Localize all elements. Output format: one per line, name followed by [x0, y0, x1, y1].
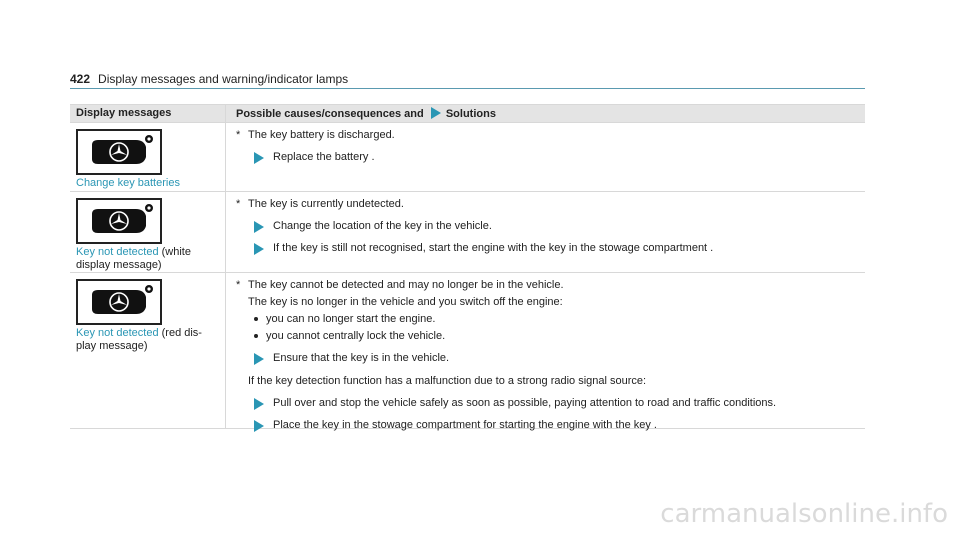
- paragraph: The key is no longer in the vehicle and you switch off the engine:: [248, 296, 563, 308]
- message-caption: [76, 177, 219, 190]
- table-header-row: [70, 105, 865, 123]
- message-name: Key not detected: [76, 327, 159, 339]
- causes-cell: [226, 273, 865, 431]
- list-item: [254, 312, 859, 326]
- solution-text: Pull over and stop the vehicle safely as soon as possible, paying attention to road and traffic conditions.: [273, 397, 777, 409]
- table-row: [70, 192, 865, 273]
- solution-text: Ensure that the key is in the vehicle.: [273, 352, 450, 364]
- list-item-text: you can no longer start the engine.: [266, 313, 436, 325]
- cause-text: * The key battery is discharged.: [236, 129, 395, 141]
- action-arrow-icon: [431, 107, 441, 119]
- messages-table: [70, 104, 865, 429]
- causes-cell: [226, 192, 865, 272]
- section-title: Display messages and warning/indicator lamps: [98, 72, 349, 86]
- cause-line: The key cannot be detected and may no longer be in the vehicle.: [248, 279, 564, 291]
- action-arrow-icon: [254, 221, 264, 233]
- message-caption: [76, 327, 219, 353]
- causes-cell: [226, 123, 865, 191]
- watermark: carmanualsonline.info: [660, 499, 948, 529]
- cause-text: * The key is currently undetected.: [236, 198, 404, 210]
- list-item: [254, 329, 859, 343]
- action-arrow-icon: [254, 243, 264, 255]
- list-item-text: you cannot centrally lock the vehicle.: [266, 330, 446, 342]
- solution-step: [254, 220, 859, 233]
- solution-step: [254, 352, 859, 365]
- action-arrow-icon: [254, 420, 264, 432]
- message-cell: [70, 192, 226, 272]
- page-number: 422: [70, 72, 91, 86]
- solution-step: [254, 151, 859, 164]
- action-arrow-icon: [254, 398, 264, 410]
- cause-line: The key is currently undetected.: [248, 198, 404, 210]
- bullet-icon: [254, 317, 258, 321]
- page-header: [70, 72, 348, 86]
- solution-step: [254, 242, 859, 255]
- cause-text: * The key cannot be detected and may no longer be in the vehicle.: [236, 279, 564, 291]
- solution-text: Replace the battery .: [273, 151, 375, 163]
- message-caption: [76, 246, 219, 272]
- message-name: Change key batteries: [76, 177, 180, 189]
- key-fob-icon: [76, 198, 162, 244]
- message-cell: [70, 123, 226, 191]
- message-note: (red dis- play message): [76, 327, 202, 352]
- key-fob-icon: [76, 279, 162, 325]
- paragraph: If the key detection function has a malfunction due to a strong radio signal source:: [248, 375, 647, 387]
- key-fob-icon: [76, 129, 162, 175]
- col-header-causes-label: Possible causes/consequences and: [236, 108, 424, 120]
- cause-line: The key battery is discharged.: [248, 129, 395, 141]
- message-cell: [70, 273, 226, 428]
- table-row: [70, 123, 865, 192]
- solution-text: If the key is still not recognised, start the engine with the key in the stowage compartment .: [273, 242, 714, 254]
- action-arrow-icon: [254, 152, 264, 164]
- message-note: (white display message): [76, 246, 191, 271]
- solution-step: [254, 397, 859, 410]
- message-name: Key not detected: [76, 246, 159, 258]
- solution-step: [254, 419, 859, 432]
- header-rule: [70, 88, 865, 89]
- col-header-solutions: Solutions: [445, 108, 496, 120]
- action-arrow-icon: [254, 353, 264, 365]
- solution-text: Change the location of the key in the vehicle.: [273, 220, 492, 232]
- col-header-causes: [226, 105, 865, 122]
- solution-text: Place the key in the stowage compartment for starting the engine with the key .: [273, 419, 657, 431]
- bullet-icon: [254, 334, 258, 338]
- table-row: [70, 273, 865, 429]
- col-header-display-messages: Display messages: [70, 105, 226, 122]
